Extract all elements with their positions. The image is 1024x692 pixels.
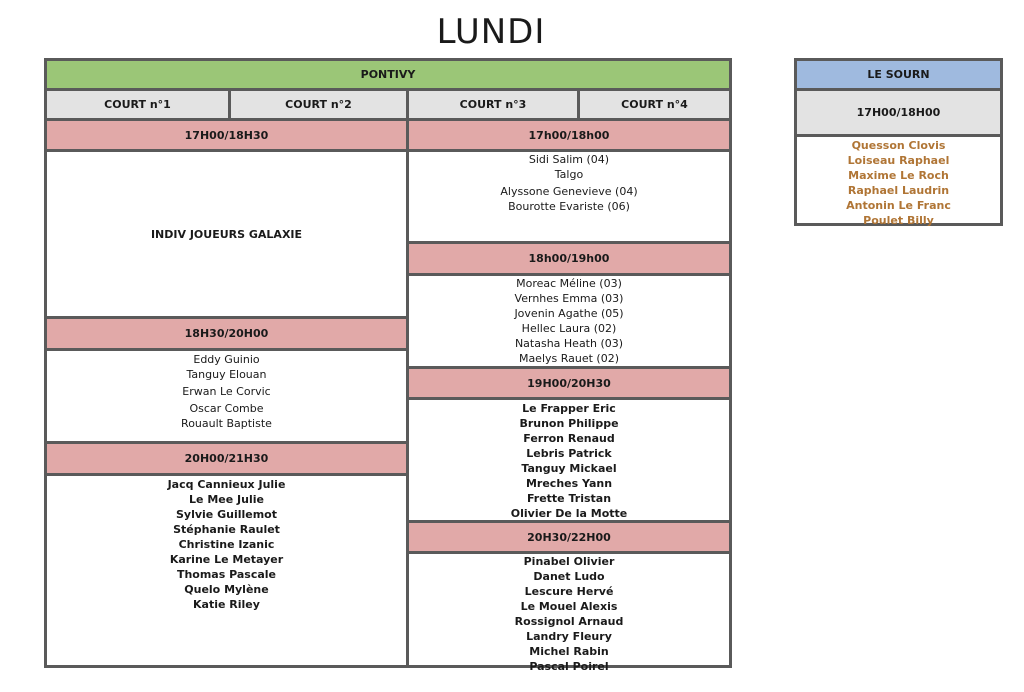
list-item: Michel Rabin: [529, 645, 609, 658]
pontivy-schedule: [44, 58, 732, 673]
time-slot-lesourn: 17H00/18H00: [797, 91, 1000, 134]
list-item: Talgo: [554, 168, 584, 181]
list-item: Jacq Cannieux Julie: [167, 478, 286, 491]
list-item: Quelo Mylène: [184, 583, 269, 596]
list-item: Danet Ludo: [533, 570, 605, 583]
list-item: Mreches Yann: [525, 477, 613, 490]
time-slot-right-2: 18h00/19h00: [409, 244, 729, 273]
player-list-right-2: [409, 276, 729, 366]
list-item: Sylvie Guillemot: [175, 508, 277, 521]
list-item: Alyssone Genevieve (04): [500, 185, 638, 198]
list-item: Rossignol Arnaud: [514, 615, 624, 628]
list-item: Olivier De la Motte: [510, 507, 628, 520]
list-item: Brunon Philippe: [519, 417, 619, 430]
list-item: Le Frapper Eric: [522, 402, 616, 415]
player-list-right-1: [409, 152, 729, 214]
list-item: Karine Le Metayer: [169, 553, 284, 566]
player-list-left-3: [47, 477, 406, 612]
list-item: Pinabel Olivier: [523, 555, 615, 568]
list-item: Antonin Le Franc: [846, 199, 951, 212]
list-item: Raphael Laudrin: [847, 184, 950, 197]
list-item: Stéphanie Raulet: [173, 523, 280, 536]
court-header-3: COURT n°3: [409, 91, 577, 118]
list-item: Eddy Guinio: [193, 353, 260, 366]
list-item: Quesson Clovis: [851, 139, 946, 152]
player-list-right-3: [409, 401, 729, 521]
time-slot-right-1: 17h00/18h00: [409, 121, 729, 149]
list-item: Landry Fleury: [526, 630, 612, 643]
list-item: Pascal Poirel: [529, 660, 609, 673]
time-slot-right-4: 20H30/22H00: [409, 523, 729, 551]
list-item: Poulet Billy: [863, 214, 934, 227]
list-item: Rouault Baptiste: [181, 417, 272, 430]
list-item: Natasha Heath (03): [514, 337, 624, 350]
list-item: Moreac Méline (03): [516, 277, 622, 290]
lesourn-schedule: [794, 58, 1003, 226]
list-item: Loiseau Raphael: [847, 154, 950, 167]
list-item: Maelys Rauet (02): [518, 352, 620, 365]
list-item: Lescure Hervé: [524, 585, 614, 598]
page-title: LUNDI: [436, 12, 546, 52]
time-slot-left-3: 20H00/21H30: [47, 444, 406, 473]
list-item: Jovenin Agathe (05): [514, 307, 624, 320]
player-list-lesourn: [797, 138, 1000, 228]
list-item: Lebris Patrick: [526, 447, 612, 460]
time-slot-right-3: 19H00/20H30: [409, 369, 729, 397]
list-item: Katie Riley: [193, 598, 260, 611]
list-item: Tanguy Mickael: [521, 462, 617, 475]
player-list-left-2: [47, 352, 406, 431]
list-item: Oscar Combe: [189, 402, 264, 415]
list-item: Bourotte Evariste (06): [508, 200, 630, 213]
list-item: Vernhes Emma (03): [514, 292, 624, 305]
list-item: Christine Izanic: [178, 538, 275, 551]
list-item: Frette Tristan: [526, 492, 612, 505]
list-item: Erwan Le Corvic: [182, 385, 271, 398]
time-slot-left-2: 18H30/20H00: [47, 319, 406, 348]
list-item: Le Mouel Alexis: [520, 600, 618, 613]
list-item: Hellec Laura (02): [521, 322, 617, 335]
venue-header-lesourn: LE SOURN: [797, 61, 1000, 88]
list-item: Maxime Le Roch: [848, 169, 949, 182]
list-item: Le Mee Julie: [189, 493, 264, 506]
court-header-2: COURT n°2: [231, 91, 406, 118]
indiv-note: INDIV JOUEURS GALAXIE: [150, 227, 303, 241]
list-item: Thomas Pascale: [176, 568, 277, 581]
list-item: Ferron Renaud: [523, 432, 615, 445]
venue-header-pontivy: PONTIVY: [47, 61, 729, 88]
time-slot-left-1: 17H00/18H30: [47, 121, 406, 149]
player-list-right-4: [409, 554, 729, 674]
list-item: Sidi Salim (04): [528, 153, 610, 166]
court-header-4: COURT n°4: [580, 91, 729, 118]
list-item: Tanguy Elouan: [186, 368, 267, 381]
court-header-1: COURT n°1: [47, 91, 228, 118]
